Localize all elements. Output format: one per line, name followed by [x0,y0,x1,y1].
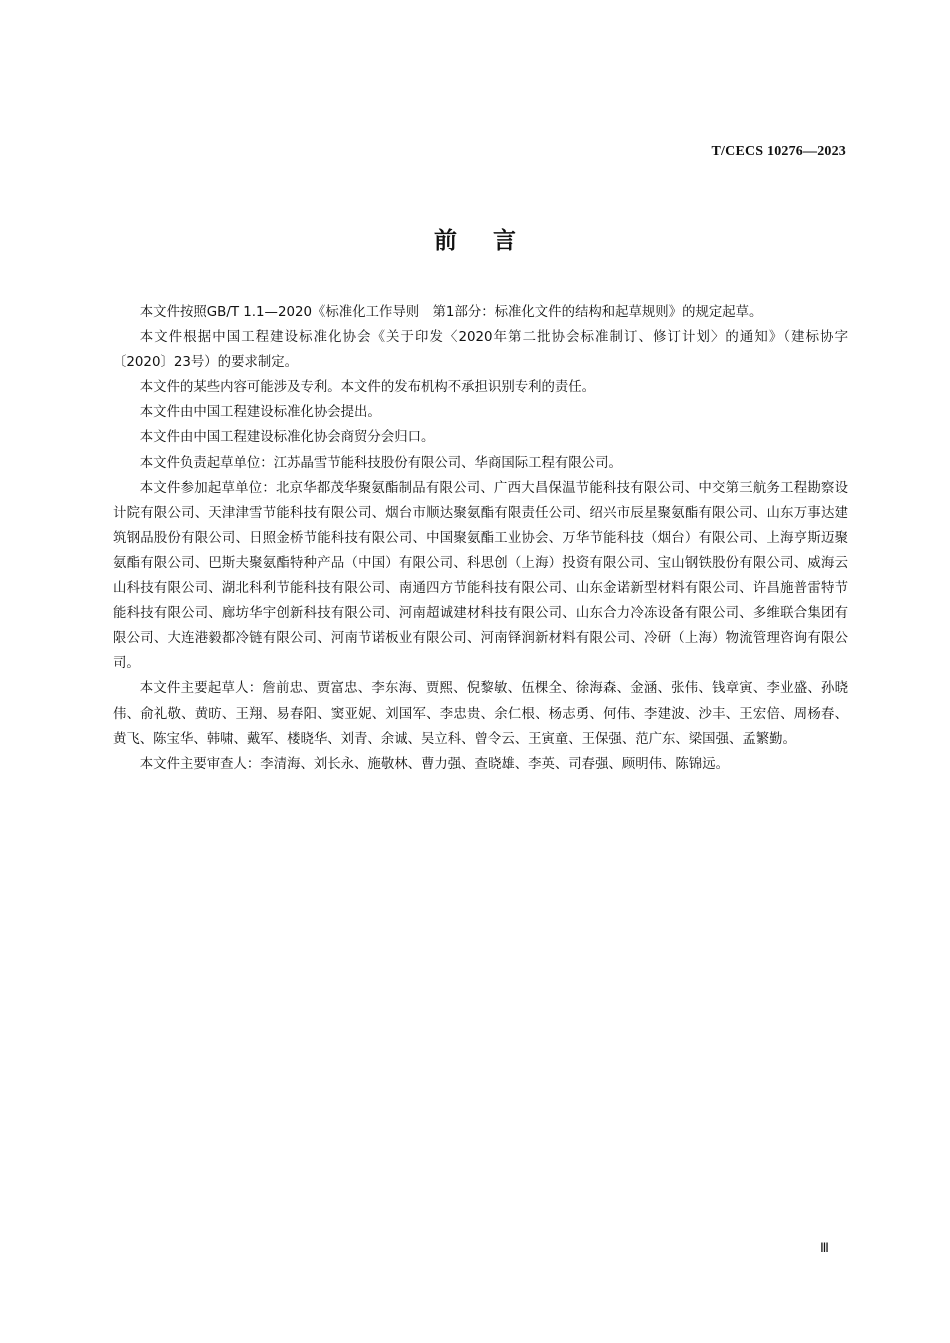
page-title: 前言 [434,228,552,254]
paragraph-participating-units: 本文件参加起草单位：北京华都茂华聚氨酯制品有限公司、广西大昌保温节能科技有限公司、中交第三航务工程勘察设计院有限公司、天津津雪节能科技有限公司、烟台市顺达聚氨酯有限责任公司、绍兴市辰星聚氨酯有限公司、山东万事达建筑钢品股份有限公司、日照金桥节能科技有限公司、中国聚氨酯工业协会、万华节能科技（烟台）有限公司、上海亨斯迈聚氨酯有限公司、巴斯夫聚氨酯特种产品（中国）有限公司、科思创（上海）投资有限公司、宝山钢铁股份有限公司、威海云山科技有限公司、湖北科利节能科技有限公司、南通四方节能科技有限公司、山东金诺新型材料有限公司、许昌施普雷特节能科技有限公司、廊坊华宇创新科技有限公司、河南超诚建材科技有限公司、山东合力冷冻设备有限公司、多维联合集团有限公司、大连港毅都冷链有限公司、河南节诺板业有限公司、河南铎润新材料有限公司、冷研（上海）物流管理咨询有限公司。 [113,480,848,672]
standard-code: T/CECS 10276—2023 [711,144,846,159]
paragraph-lead-drafters: 本文件负责起草单位：江苏晶雪节能科技股份有限公司、华商国际工程有限公司。 [139,455,622,471]
paragraph-drafting-rules: 本文件按照GB/T 1.1—2020《标准化工作导则 第1部分：标准化文件的结构和起草规则》的规定起草。 [139,305,763,320]
paragraph-main-drafters: 本文件主要起草人：詹前忠、贾富忠、李东海、贾熙、倪黎敏、伍棵全、徐海森、金涵、张伟、钱章寅、李业盛、孙晓伟、俞礼敬、黄昉、王翔、易春阳、窦亚妮、刘国军、李忠贵、余仁根、杨志勇、何伟、李建波、沙丰、王宏倍、周杨春、黄飞、陈宝华、韩啸、戴军、楼晓华、刘青、余诚、吴立科、曾令云、王寅童、王保强、范广东、梁国强、孟繁勤。 [113,681,848,747]
paragraph-proposer: 本文件由中国工程建设标准化协会提出。 [139,405,381,421]
page-number: Ⅲ [820,1240,829,1255]
foreword-body [113,300,848,777]
paragraph-main-reviewers: 本文件主要审查人：李清海、刘长永、施敬林、曹力强、查晓雄、李英、司春强、顾明伟、陈锦远。 [139,756,729,772]
paragraph-basis: 本文件根据中国工程建设标准化协会《关于印发〈2020年第二批协会标准制订、修订计划〉的通知》（建标协字〔2020〕23号）的要求制定。 [113,330,848,371]
paragraph-patent: 本文件的某些内容可能涉及专利。本文件的发布机构不承担识别专利的责任。 [139,380,596,396]
paragraph-administrator: 本文件由中国工程建设标准化协会商贸分会归口。 [139,430,435,446]
